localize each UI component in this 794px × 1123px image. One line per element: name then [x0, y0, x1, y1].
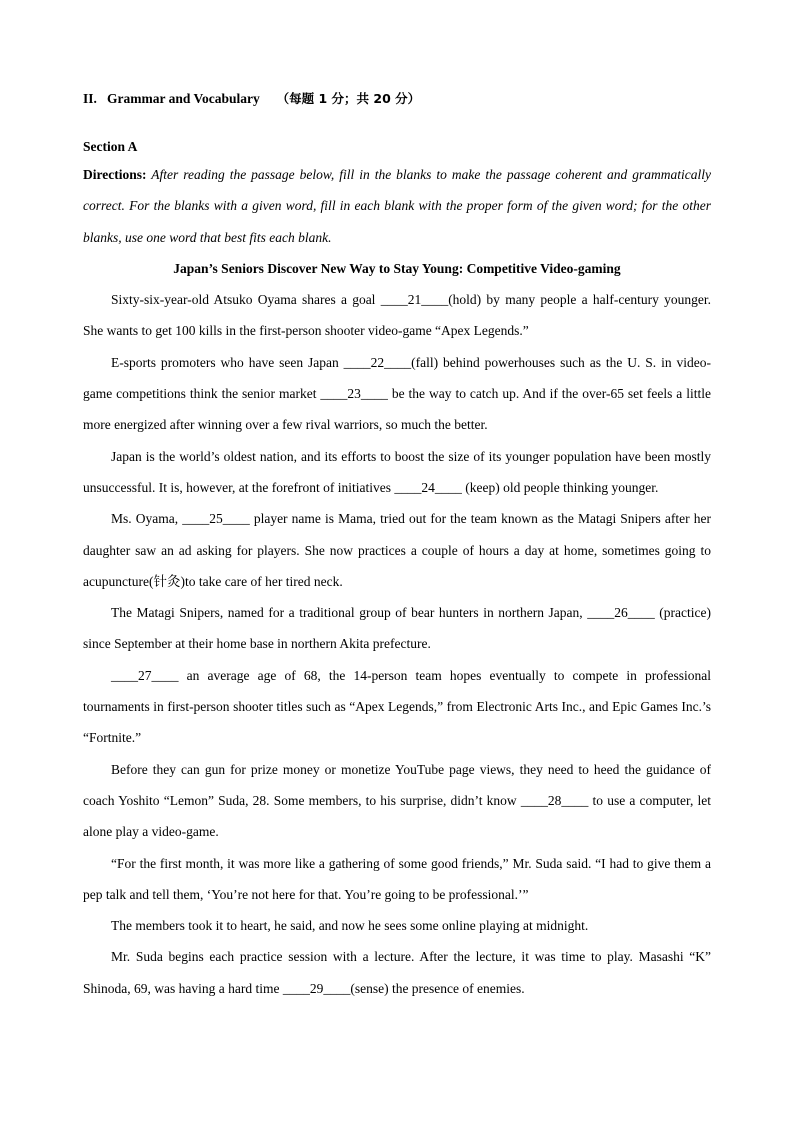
paragraph: The members took it to heart, he said, and now he sees some online playing at midnight. — [111, 918, 589, 934]
paragraph: ____27____ an average age of 68, the 14-person team hopes eventually to compete in professional tournaments in first-person shooter titles such as “Apex Legends,” from Electronic Arts Inc., and Epic Games Inc.’s “Fortnite.” — [83, 667, 711, 746]
section-a-heading: Section A — [83, 139, 138, 154]
paragraph: E-sports promoters who have seen Japan ____22____(fall) behind powerhouses such as the U. S. in video-game competitions think the senior market ____23____ be the way to catch up. And if the over-65 set feels a little more energized after winning over a few rival warriors, so much the better. — [83, 354, 711, 433]
paragraph: Mr. Suda begins each practice session with a lecture. After the lecture, it was time to play. Masashi “K” Shinoda, 69, was having a hard time ____29____(sense) the presence of enemies. — [83, 949, 711, 996]
section-title: II. Grammar and Vocabulary — [83, 91, 277, 106]
exam-page — [83, 88, 711, 1004]
directions-label: Directions: — [83, 167, 147, 182]
paragraph: Japan is the world’s oldest nation, and its efforts to boost the size of its younger population have been mostly unsuccessful. It is, however, at the forefront of initiatives ____24____ (keep) old people thinking younger. — [83, 448, 711, 495]
paragraph: The Matagi Snipers, named for a traditional group of bear hunters in northern Japan, ____26____ (practice) since September at their home base in northern Akita prefecture. — [83, 605, 711, 652]
directions-text: After reading the passage below, fill in the blanks to make the passage coherent and grammatically correct. For the blanks with a given word, fill in each blank with the proper form of the given word; for the other blanks, use one word that best fits each blank. — [83, 167, 711, 245]
paragraph: Before they can gun for prize money or monetize YouTube page views, they need to heed the guidance of coach Yoshito “Lemon” Suda, 28. Some members, to his surprise, didn’t know ____28____ to use a computer, let alone play a video-game. — [83, 761, 711, 840]
score-note: （每题 1 分；共 20 分） — [276, 91, 421, 106]
paragraph: Ms. Oyama, ____25____ player name is Mama, tried out for the team known as the Matagi Snipers after her daughter saw an ad asking for players. She now practices a couple of hours a day at home, sometimes going to acupuncture(针灸)to take care of her tired neck. — [83, 511, 711, 589]
passage-title: Japan’s Seniors Discover New Way to Stay Young: Competitive Video-gaming — [173, 260, 621, 276]
paragraph: Sixty-six-year-old Atsuko Oyama shares a goal ____21____(hold) by many people a half-century younger. She wants to get 100 kills in the first-person shooter video-game “Apex Legends.” — [83, 292, 711, 339]
directions — [83, 159, 711, 253]
section-header — [83, 88, 711, 110]
paragraph: “For the first month, it was more like a gathering of some good friends,” Mr. Suda said. “I had to give them a pep talk and tell them, ‘You’re not here for that. You’re going to be professional.’” — [83, 855, 711, 902]
